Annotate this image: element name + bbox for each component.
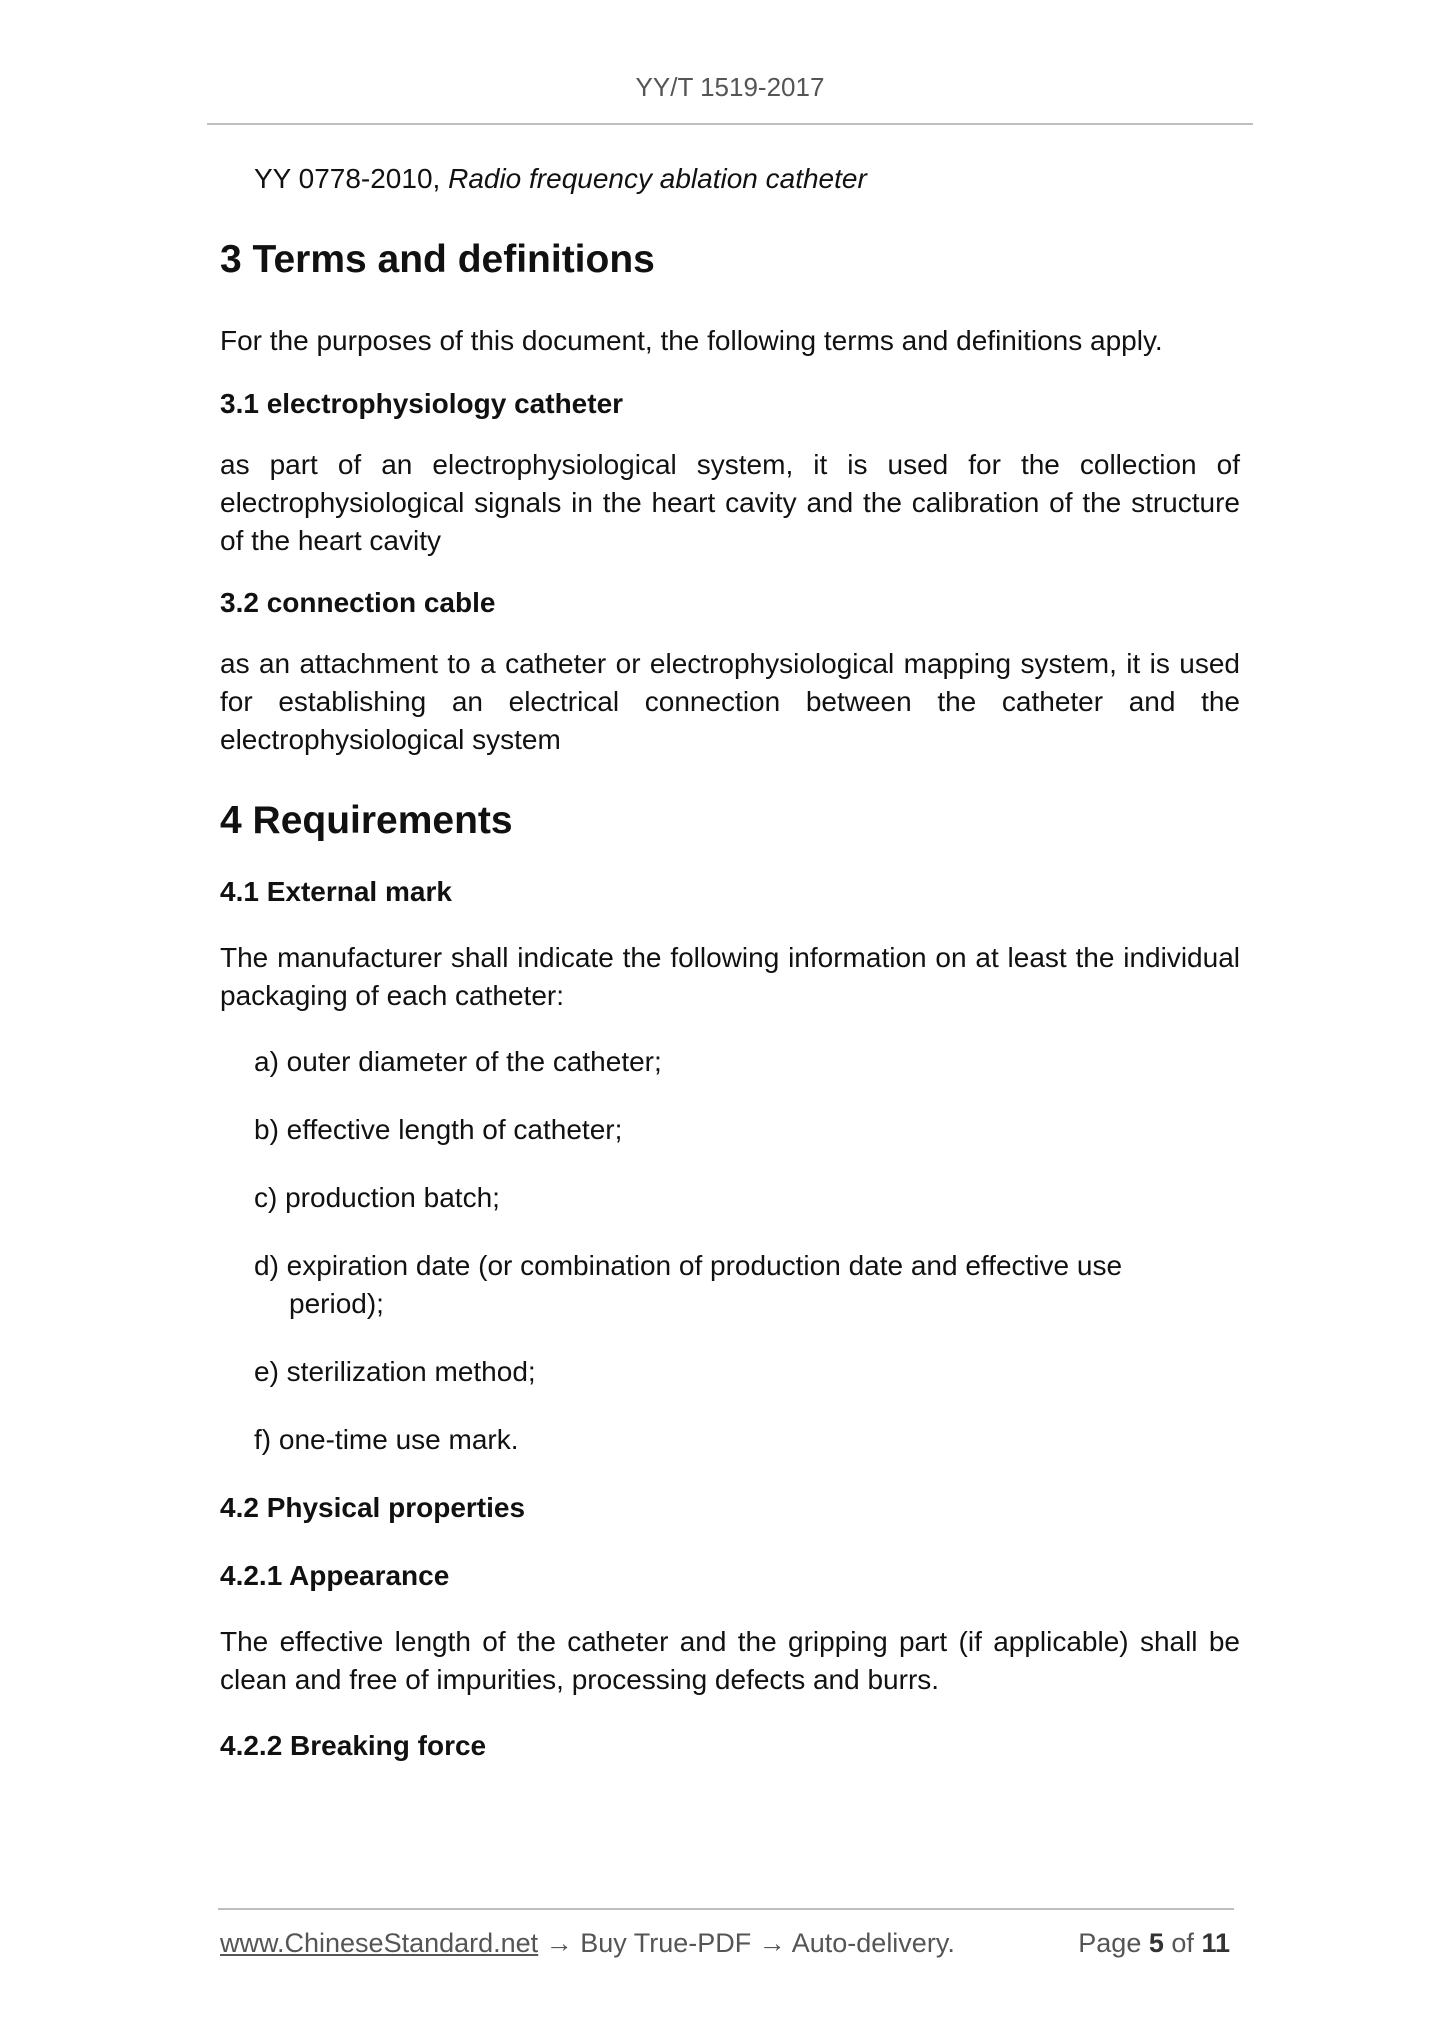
section-4-2-1-text: The effective length of the catheter and the gripping part (if applicable) shall be clean and free of impurities, processing defects and burrs.: [220, 1626, 1240, 1695]
list-item-e: e) sterilization method;: [254, 1356, 536, 1387]
page-footer: [220, 1928, 1230, 1959]
section-4-2-1-heading: 4.2.1 Appearance: [220, 1560, 450, 1591]
website-link[interactable]: www.ChineseStandard.net: [220, 1928, 539, 1958]
reference-title: Radio frequency ablation catheter: [448, 163, 867, 194]
document-header: YY/T 1519-2017: [635, 72, 825, 102]
term-3-1-definition: as part of an electrophysiological system, it is used for the collection of electrophysiological signals in the heart cavity and the calibration of the structure of the heart cavity: [220, 449, 1240, 556]
footer-divider: [218, 1908, 1234, 1910]
list-item-c: c) production batch;: [254, 1182, 500, 1213]
page-label: Page: [1078, 1928, 1142, 1958]
list-item-d-line2: period);: [289, 1288, 384, 1319]
term-3-2-heading: 3.2 connection cable: [220, 587, 496, 618]
list-item-d: [220, 1247, 1240, 1323]
list-item-b: b) effective length of catheter;: [254, 1114, 623, 1145]
page-content: [220, 150, 1240, 1765]
reference-code: YY 0778-2010,: [254, 163, 449, 194]
page-indicator: [1078, 1928, 1230, 1959]
footer-tagline: → Buy True-PDF → Auto-delivery.: [538, 1928, 955, 1958]
section-4-2-heading: 4.2 Physical properties: [220, 1492, 526, 1523]
section-4-title: 4 Requirements: [220, 799, 513, 842]
term-3-2-definition: as an attachment to a catheter or electrophysiological mapping system, it is used for establishing an electrical connection between the catheter and the electrophysiological system: [220, 648, 1240, 755]
section-3-intro: For the purposes of this document, the following terms and definitions apply.: [220, 325, 1163, 356]
section-4-1-intro: The manufacturer shall indicate the following information on at least the individual packaging of each catheter:: [220, 942, 1240, 1011]
page-total: 11: [1201, 1928, 1230, 1958]
header-divider: [207, 123, 1253, 125]
section-3-title: 3 Terms and definitions: [220, 238, 655, 281]
normative-reference: [220, 160, 1240, 198]
term-3-1-heading: 3.1 electrophysiology catheter: [220, 388, 624, 419]
page-number: 5: [1148, 1928, 1164, 1958]
section-4-1-heading: 4.1 External mark: [220, 876, 452, 907]
page-of-label: of: [1171, 1928, 1194, 1958]
section-4-2-2-heading: 4.2.2 Breaking force: [220, 1730, 487, 1761]
list-item-f: f) one-time use mark.: [254, 1424, 519, 1455]
list-item-d-line1: d) expiration date (or combination of production date and effective use: [254, 1250, 1123, 1281]
list-item-a: a) outer diameter of the catheter;: [254, 1046, 662, 1077]
